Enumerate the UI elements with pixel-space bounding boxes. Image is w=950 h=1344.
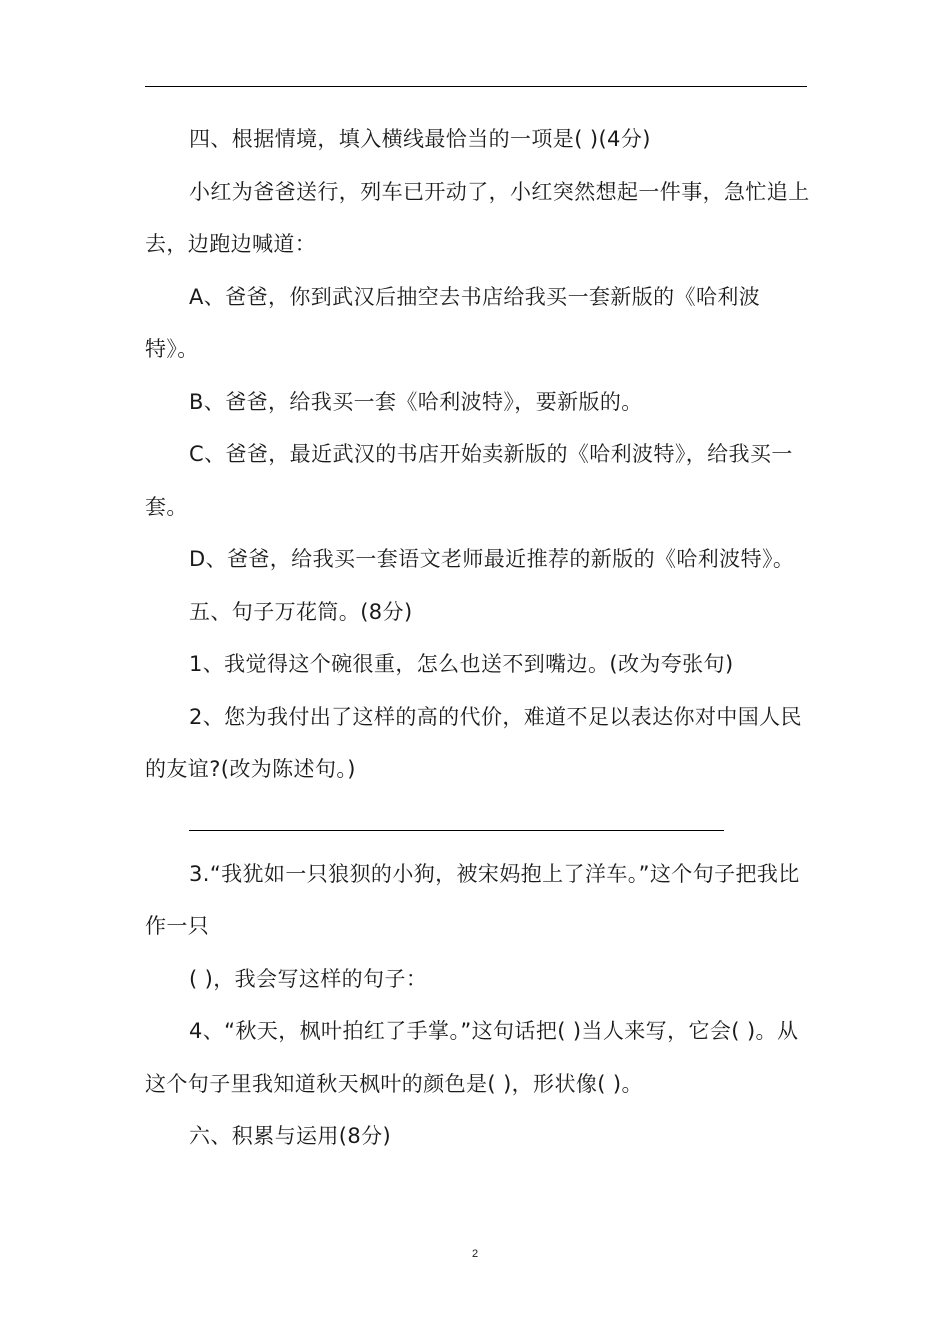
option-c: C、爸爸，最近武汉的书店开始卖新版的《哈利波特》，给我买一套。 <box>145 442 793 519</box>
section-six-heading: 六、积累与运用(8分) <box>189 1124 392 1148</box>
page-number: 2 <box>471 1248 479 1260</box>
answer-underline <box>189 830 724 831</box>
option-b: B、爸爸，给我买一套《哈利波特》，要新版的。 <box>189 389 643 414</box>
header-rule <box>145 86 807 87</box>
document-body <box>145 113 813 1163</box>
question-4: 4、“秋天，枫叶拍红了手掌。”这句话把( )当人来写，它会( )。从这个句子里我知道秋天枫叶的颜色是( )，形状像( )。 <box>145 1019 799 1096</box>
section-five-heading: 五、句子万花筒。(8分) <box>189 599 413 624</box>
question-1: 1、我觉得这个碗很重，怎么也送不到嘴边。(改为夸张句) <box>189 652 734 676</box>
question-3-continued: ( )，我会写这样的句子： <box>189 966 428 991</box>
question-3: 3.“我犹如一只狼狈的小狗，被宋妈抱上了洋车。”这个句子把我比作一只 <box>145 861 800 938</box>
scenario-text: 小红为爸爸送行，列车已开动了，小红突然想起一件事，急忙追上去，边跑边喊道： <box>145 179 810 256</box>
question-2: 2、您为我付出了这样的高的代价，难道不足以表达你对中国人民的友谊?(改为陈述句。) <box>145 704 802 781</box>
option-a: A、爸爸，你到武汉后抽空去书店给我买一套新版的《哈利波特》。 <box>145 284 761 361</box>
answer-blank <box>145 796 813 848</box>
section-four-heading: 四、根据情境，填入横线最恰当的一项是( )(4分) <box>189 127 651 151</box>
option-d: D、爸爸，给我买一套语文老师最近推荐的新版的《哈利波特》。 <box>189 547 795 571</box>
